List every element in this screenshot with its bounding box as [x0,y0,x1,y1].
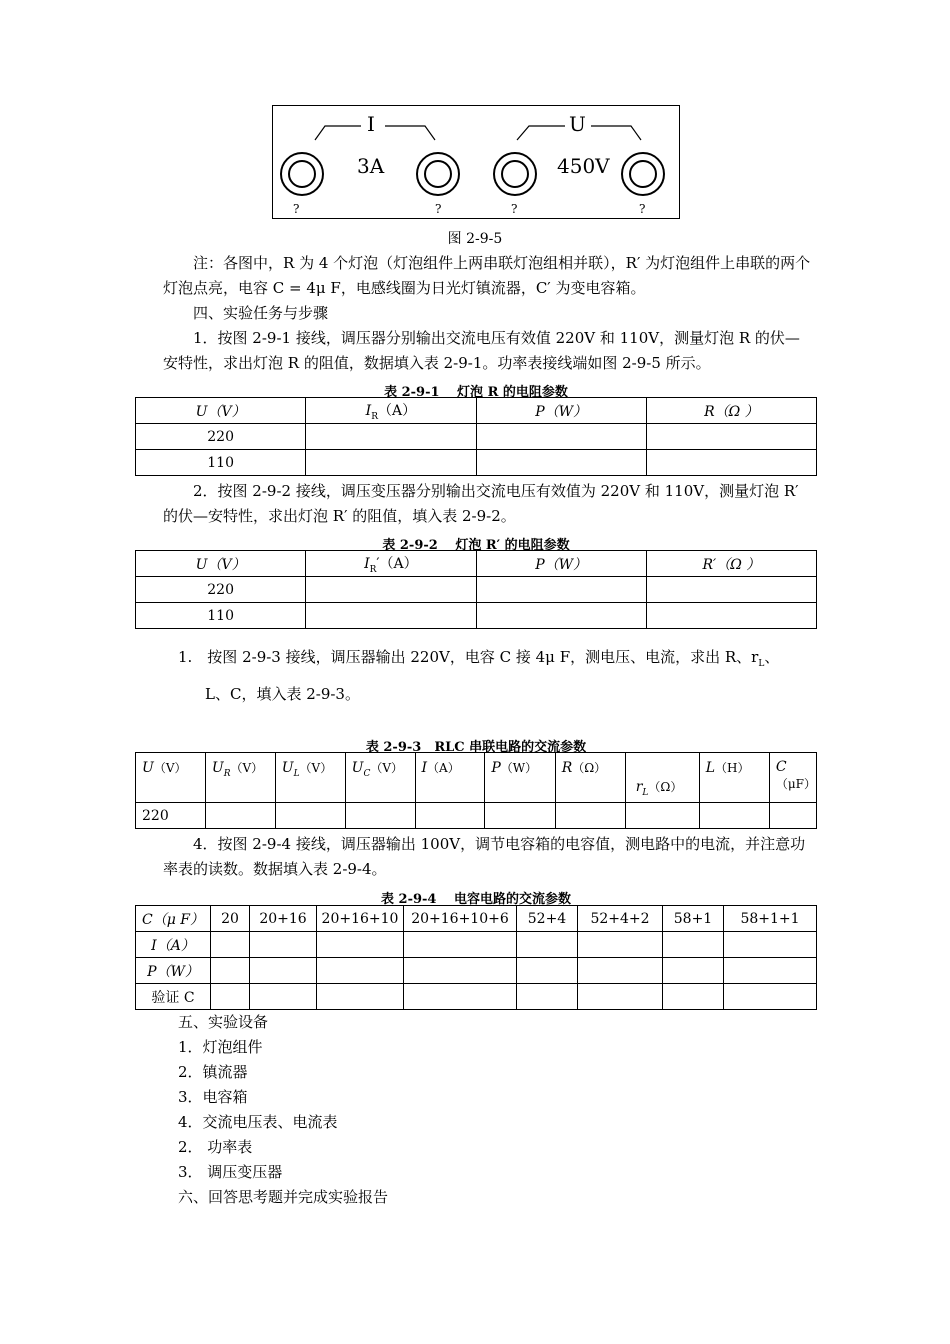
step4-paragraph: 4．按图 2-9-4 接线，调压器输出 100V，调节电容箱的电容值，测电路中的电流，并注意功率表的读数。数据填入表 2-9-4。 [163,835,806,878]
step2-paragraph: 2．按图 2-9-2 接线，调压变压器分别输出交流电压有效值为 220V 和 110V，测量灯泡 R′ 的伏—安特性，求出灯泡 R′ 的阻值，填入表 2-9-2。 [163,482,799,525]
header-cell: $I_R'(A)$ [306,551,476,577]
header-cell: 52+4 [517,906,578,932]
table-2-9-1 [135,397,817,476]
figure-caption: 图 2-9-5 [447,231,503,247]
terminal-knob [280,152,324,196]
voltage-label: U [569,112,586,136]
header-cell: P（W） [476,398,646,424]
terminal-knob [493,152,537,196]
header-cell: $r_L(\Omega)$ [625,753,699,803]
terminal-marker: ? [511,202,518,216]
header-cell: U（V） [136,551,306,577]
list-item: 2． 功率表 [178,1138,253,1156]
table1-caption: 表 2-9-1 灯泡 R 的电阻参数 [384,385,568,400]
header-cell: R（Ω ） [646,398,816,424]
header-cell: U（V） [136,398,306,424]
list-item: 1．灯泡组件 [178,1038,263,1056]
header-cell: 20+16+10 [317,906,404,932]
header-cell: P（W） [476,551,646,577]
step3-line1: 1. 按图 2-9-3 接线，调压器输出 220V，电容 C 接 4μ F，测电压、电流，求出 R、$r_L$、 [178,648,780,669]
header-cell: C（μ F） [136,906,211,932]
terminal-marker: ? [293,202,300,216]
section5-heading: 五、实验设备 [178,1013,269,1031]
header-cell: 20+16 [250,906,317,932]
table-2-9-3 [135,752,817,829]
table-row: 110 [136,603,817,629]
table3-caption: 表 2-9-3 RLC 串联电路的交流参数 [365,740,587,755]
header-cell: 20+16+10+6 [404,906,517,932]
header-cell: 20 [211,906,250,932]
step1-paragraph: 1．按图 2-9-1 接线，调压器分别输出交流电压有效值 220V 和 110V，测量灯泡 R 的伏—安特性，求出灯泡 R 的阻值，数据填入表 2-9-1。功率表接线端如图 2-9-5 所示。 [163,329,800,372]
terminal-marker: ? [639,202,646,216]
section6-heading: 六、回答思考题并完成实验报告 [178,1188,389,1206]
header-cell: $U_C(V)$ [345,753,415,803]
note-paragraph: 注：各图中，R 为 4 个灯泡（灯泡组件上两串联灯泡组相并联），R′ 为灯泡组件上串联的两个灯泡点亮，电容 C = 4μ F，电感线圈为日光灯镇流器，C′ 为变电容箱。 [163,254,811,297]
header-cell: 58+1+1 [724,906,817,932]
terminal-marker: ? [435,202,442,216]
table-2-9-2 [135,550,817,629]
header-cell: $U_L(V)$ [275,753,345,803]
header-cell: $I_R(A)$ [306,398,476,424]
header-cell: C（μF） [769,753,816,803]
wattmeter-terminal-figure [272,105,680,219]
list-item: 3． 调压变压器 [178,1163,283,1181]
terminal-knob [416,152,460,196]
header-cell: L（H） [699,753,769,803]
voltage-rating: 450V [557,154,610,178]
current-rating: 3A [357,154,385,178]
header-cell: 52+4+2 [578,906,663,932]
header-cell: 58+1 [663,906,724,932]
header-cell: U（V） [136,753,206,803]
table-row: 220 [136,803,817,829]
table-2-9-4 [135,905,817,1010]
header-cell: I（A） [415,753,485,803]
step3-line2: L、C，填入表 2-9-3。 [205,685,360,703]
header-cell: R（Ω） [555,753,625,803]
bracket-lines [273,106,679,218]
table2-caption: 表 2-9-2 灯泡 R′ 的电阻参数 [382,538,570,553]
table-row: 验证 C [136,984,817,1010]
header-cell: R′（Ω ） [646,551,816,577]
table-row: P（W） [136,958,817,984]
list-item: 3．电容箱 [178,1088,248,1106]
current-label: I [367,112,375,136]
table-row: 110 [136,450,817,476]
table-row: 220 [136,577,817,603]
header-cell: P（W） [485,753,555,803]
terminal-knob [621,152,665,196]
list-item: 2．镇流器 [178,1063,248,1081]
table-row: 220 [136,424,817,450]
list-item: 4．交流电压表、电流表 [178,1113,338,1131]
table-row: I（A） [136,932,817,958]
section4-heading: 四、实验任务与步骤 [193,304,329,322]
table4-caption: 表 2-9-4 电容电路的交流参数 [381,892,571,907]
header-cell: $U_R(V)$ [205,753,275,803]
